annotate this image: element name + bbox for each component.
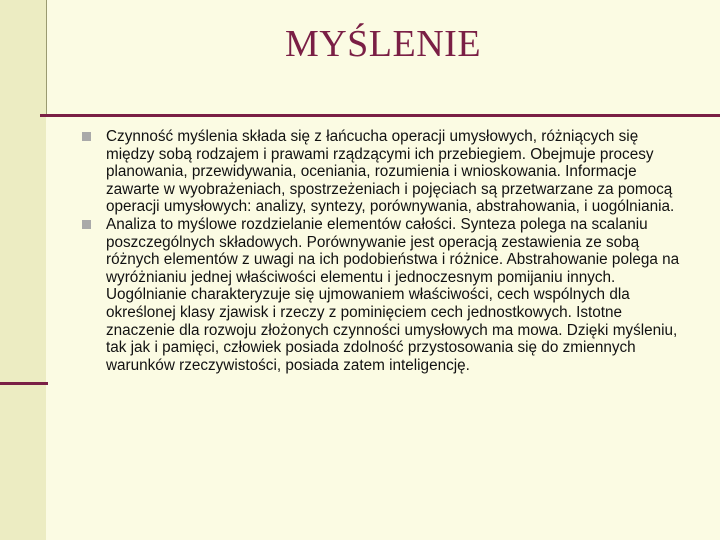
title-underline-rule bbox=[40, 114, 720, 117]
slide-title: MYŚLENIE bbox=[284, 23, 482, 65]
side-accent-mark bbox=[0, 382, 48, 385]
left-decorative-stripe bbox=[0, 0, 46, 540]
bullet-item-1 bbox=[82, 128, 682, 216]
square-bullet-icon bbox=[82, 132, 91, 141]
square-bullet-icon bbox=[82, 220, 91, 229]
slide-content bbox=[82, 128, 682, 374]
bullet-text-2: Analiza to myślowe rozdzielanie elementów całości. Synteza polega na scalaniu poszczególnych składowych. Porównywanie jest operacją zestawienia ze sobą różnych elementów z uwagi na ich podobieństwa i różnice. Abstrahowanie polega na wyróżnianiu jednej właściwości elementu i jednoczesnym pomijaniu innych. Uogólnianie charakteryzuje się ujmowaniem właściwości, cech wspólnych dla określonej klasy zjawisk i rzeczy z pominięciem cech jednostkowych. Istotne znaczenie dla rozwoju złożonych czynności umysłowych ma mowa. Dzięki myśleniu, tak jak i pamięci, człowiek posiada zdolność przystosowania się do zmiennych warunków rzeczywistości, posiada zatem inteligencję. bbox=[106, 215, 680, 374]
bullet-text-1: Czynność myślenia składa się z łańcucha operacji umysłowych, różniących się między sobą rodzajem i prawami rządzącymi ich przebiegiem. Obejmuje procesy planowania, przewidywania, oceniania, rozumienia i wnioskowania. Informacje zawarte w wyobrażeniach, spostrzeżeniach i pojęciach są przetwarzane za pomocą operacji umysłowych: analizy, syntezy, porównywania, abstrahowania, i uogólniania. bbox=[106, 128, 675, 216]
bullet-item-2 bbox=[82, 216, 682, 374]
